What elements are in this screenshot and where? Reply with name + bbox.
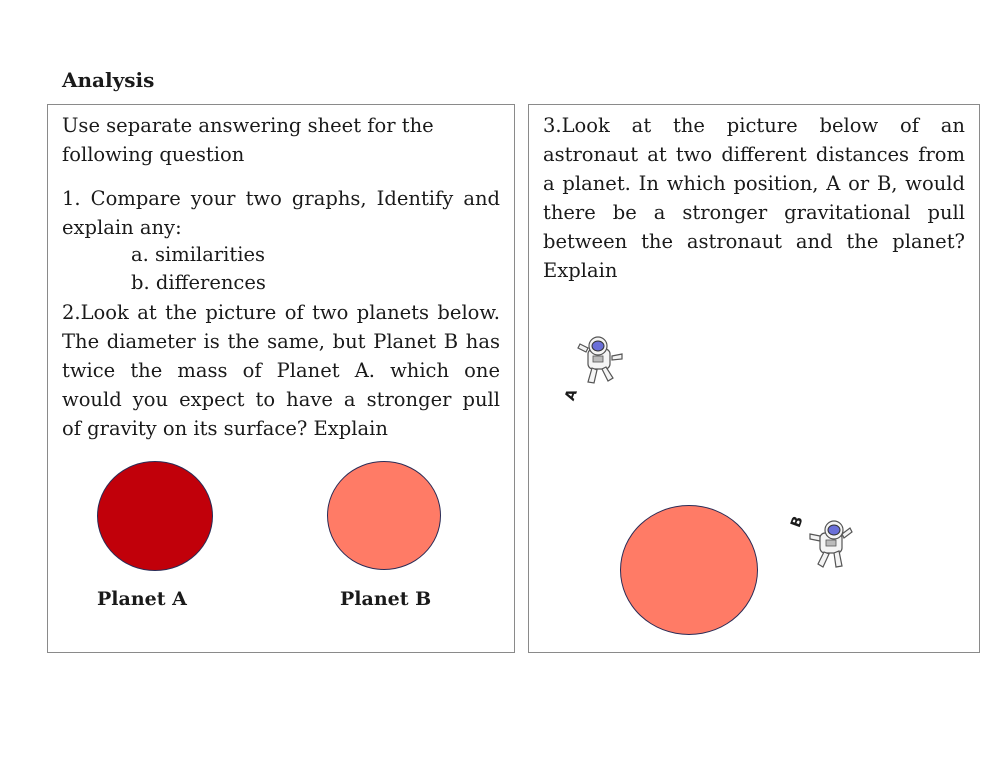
question-1-subitems: a. similarities b. differences (131, 243, 266, 294)
astronaut-b-icon (806, 518, 856, 572)
right-planet-circle (620, 505, 758, 635)
section-heading: Analysis (62, 68, 155, 92)
planet-a-label: Planet A (97, 588, 187, 610)
astronaut-a-icon (576, 334, 626, 388)
position-b-label: B (787, 514, 807, 530)
planet-b-circle (327, 461, 441, 570)
question-3: 3.Look at the picture below of an astronaut at two different distances from a planet. In which position, A or B, would there be a stronger gravitational pull between the astronaut and the planet? Explain (543, 114, 965, 282)
planet-a-circle (97, 461, 213, 571)
planet-b-label: Planet B (340, 588, 432, 610)
intro-text: Use separate answering sheet for the following question (62, 114, 434, 166)
question-1: 1. Compare your two graphs, Identify and explain any: (62, 187, 500, 239)
question-2: 2.Look at the picture of two planets below. The diameter is the same, but Planet B has twice the mass of Planet A. which one would you expect to have a stronger pull of gravity on its surface? Explain (62, 301, 500, 440)
position-a-label: A (562, 387, 581, 403)
